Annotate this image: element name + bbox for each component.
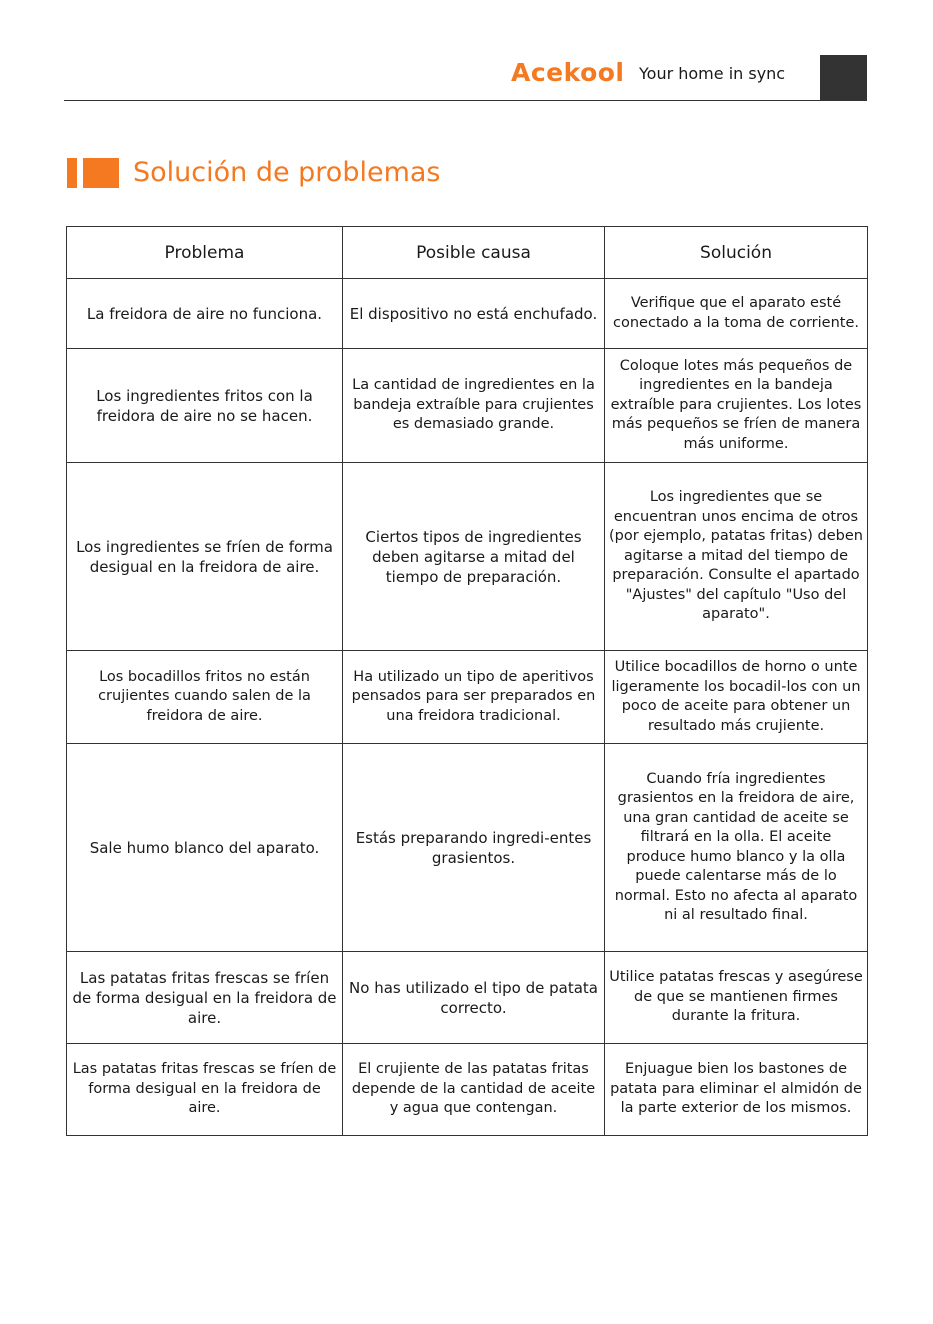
problem-cell: Los ingredientes fritos con la freidora de aire no se hacen.: [67, 349, 343, 463]
table-row: [67, 744, 868, 952]
cause-cell: Ha utilizado un tipo de aperitivos pensados para ser preparados en una freidora tradicional.: [343, 651, 605, 744]
solution-cell: Coloque lotes más pequeños de ingredientes en la bandeja extraíble para crujientes. Los lotes más pequeños se fríen de manera más uniforme.: [605, 349, 868, 463]
problem-cell: Los ingredientes se fríen de forma desigual en la freidora de aire.: [67, 463, 343, 651]
troubleshooting-table: [66, 226, 868, 1136]
cause-cell: Ciertos tipos de ingredientes deben agitarse a mitad del tiempo de preparación.: [343, 463, 605, 651]
problem-cell: Sale humo blanco del aparato.: [67, 744, 343, 952]
solution-cell: Utilice bocadillos de horno o unte ligeramente los bocadil-los con un poco de aceite para obtener un resultado más crujiente.: [605, 651, 868, 744]
table-row: [67, 952, 868, 1044]
solution-cell: Cuando fría ingredientes grasientos en la freidora de aire, una gran cantidad de aceite se filtrará en la olla. El aceite produce humo blanco y la olla puede calentarse más de lo normal. Esto no afecta al aparato ni al resultado final.: [605, 744, 868, 952]
table-row: [67, 1044, 868, 1136]
problem-cell: Los bocadillos fritos no están crujientes cuando salen de la freidora de aire.: [67, 651, 343, 744]
table-row: [67, 651, 868, 744]
cause-cell: La cantidad de ingredientes en la bandeja extraíble para crujientes es demasiado grande.: [343, 349, 605, 463]
brand-tagline: Your home in sync: [639, 64, 786, 83]
header-solution: Solución: [605, 227, 868, 279]
section-title: Solución de problemas: [133, 157, 441, 188]
header-problem: Problema: [67, 227, 343, 279]
cause-cell: El crujiente de las patatas fritas depende de la cantidad de aceite y agua que contengan.: [343, 1044, 605, 1136]
page-header: [0, 0, 933, 102]
table-row: [67, 349, 868, 463]
header-cause: Posible causa: [343, 227, 605, 279]
brand-logo: Acekool: [511, 58, 625, 87]
table-row: [67, 463, 868, 651]
solution-cell: Utilice patatas frescas y asegúrese de que se mantienen firmes durante la fritura.: [605, 952, 868, 1044]
table-row: [67, 279, 868, 349]
cause-cell: El dispositivo no está enchufado.: [343, 279, 605, 349]
problem-cell: Las patatas fritas frescas se fríen de forma desigual en la freidora de aire.: [67, 1044, 343, 1136]
table-header-row: [67, 227, 868, 279]
problem-cell: La freidora de aire no funciona.: [67, 279, 343, 349]
title-marker-bar: [67, 158, 77, 188]
problem-cell: Las patatas fritas frescas se fríen de forma desigual en la freidora de aire.: [67, 952, 343, 1044]
solution-cell: Verifique que el aparato esté conectado a la toma de corriente.: [605, 279, 868, 349]
cause-cell: Estás preparando ingredi-entes grasientos.: [343, 744, 605, 952]
page-tab-marker: [820, 55, 867, 101]
solution-cell: Enjuague bien los bastones de patata para eliminar el almidón de la parte exterior de los mismos.: [605, 1044, 868, 1136]
cause-cell: No has utilizado el tipo de patata correcto.: [343, 952, 605, 1044]
solution-cell: Los ingredientes que se encuentran unos encima de otros (por ejemplo, patatas fritas) deben agitarse a mitad del tiempo de preparación. Consulte el apartado "Ajustes" del capítulo "Uso del aparato".: [605, 463, 868, 651]
title-marker-box: [83, 158, 119, 188]
header-divider: [64, 100, 866, 101]
